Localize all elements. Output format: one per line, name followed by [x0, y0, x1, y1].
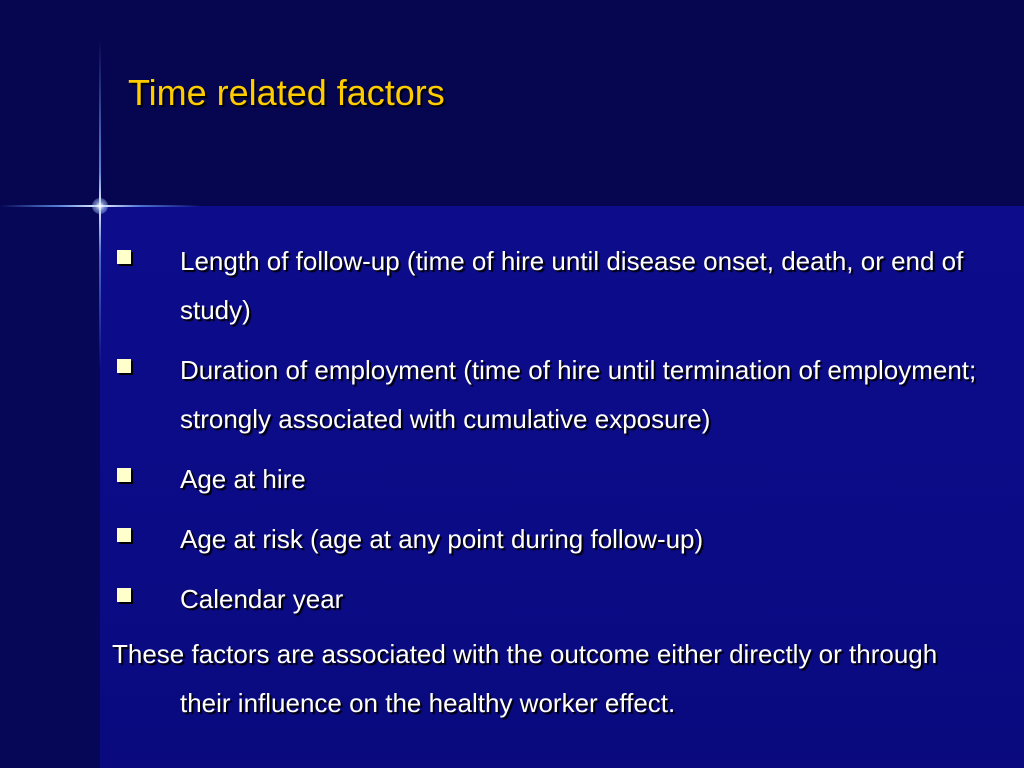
slide-title: Time related factors — [128, 72, 445, 113]
bullet-text: Age at risk (age at any point during follow-up) — [180, 524, 704, 554]
bullet-text: Length of follow-up (time of hire until disease onset, death, or end of study) — [180, 246, 964, 325]
square-bullet-icon — [117, 528, 131, 542]
bullet-item — [112, 455, 992, 504]
bullet-item — [112, 346, 992, 444]
bullet-item — [112, 575, 992, 624]
left-band — [0, 206, 100, 768]
square-bullet-icon — [117, 468, 131, 482]
bullet-item — [112, 515, 992, 564]
bullet-list — [112, 237, 992, 635]
sparkle-cross-icon — [92, 198, 108, 214]
square-bullet-icon — [117, 588, 131, 602]
bullet-text: Age at hire — [180, 464, 306, 494]
bullet-item — [112, 237, 992, 335]
square-bullet-icon — [117, 359, 131, 373]
conclusion-text: These factors are associated with the outcome either directly or through their influence on the healthy worker effect. — [112, 639, 938, 718]
bullet-text: Calendar year — [180, 584, 344, 614]
bullet-text: Duration of employment (time of hire until termination of employment; strongly associated with cumulative exposure) — [180, 355, 977, 434]
square-bullet-icon — [117, 250, 131, 264]
